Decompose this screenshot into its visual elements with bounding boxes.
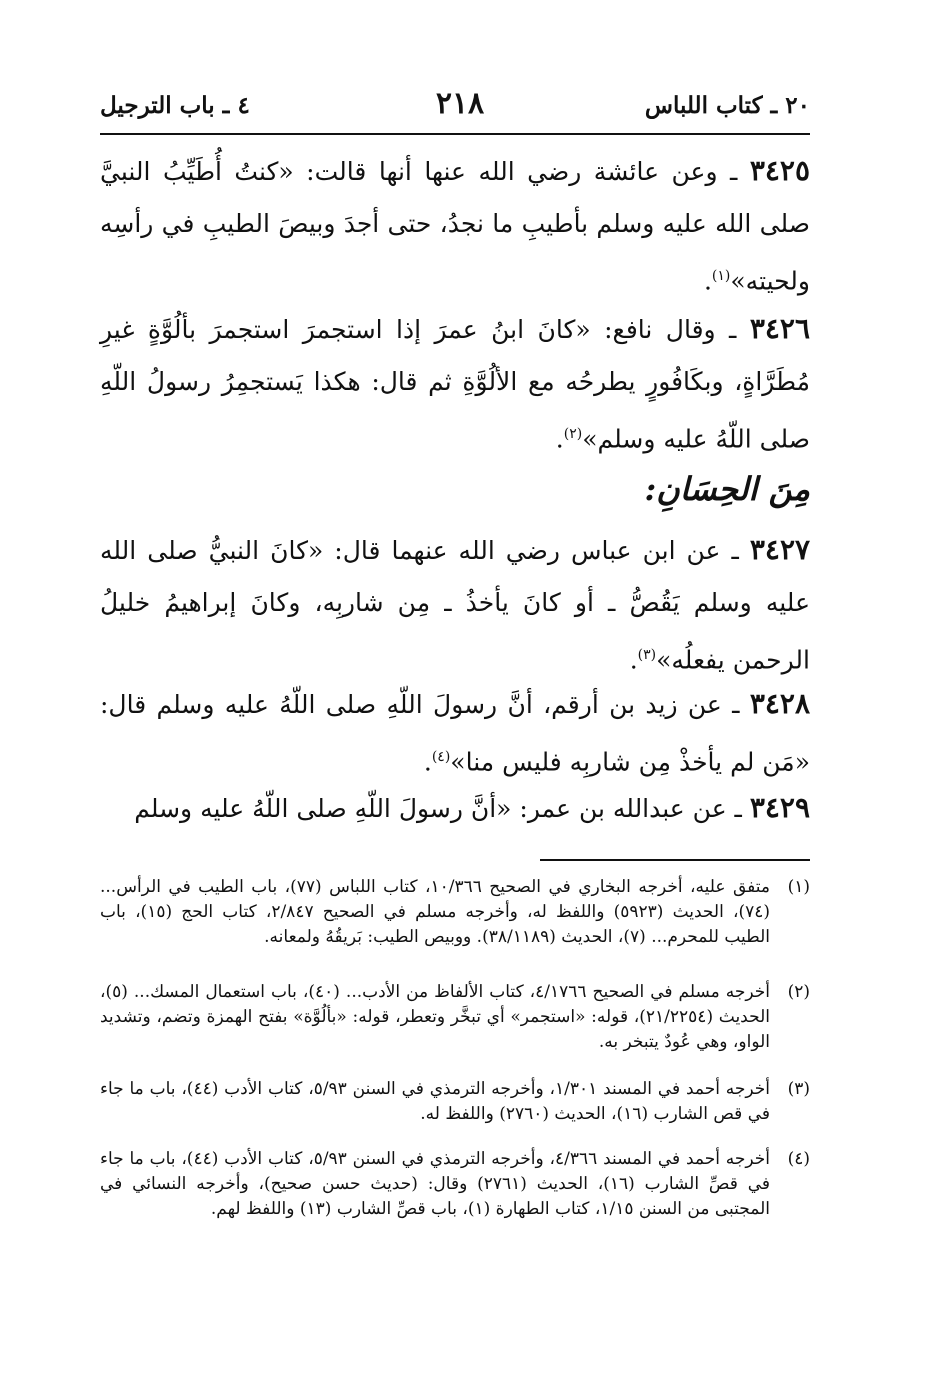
footnote-2 <box>100 980 810 1055</box>
header-rule <box>100 133 810 135</box>
page-number: ٢١٨ <box>435 86 485 121</box>
footnote-text: متفق عليه، أخرجه البخاري في الصحيح ١٠/٣٦٦، كتاب اللباس (٧٧)، باب الطيب في الرأس... (٧٤)، الحديث (٥٩٢٣) واللفظ له، وأخرجه مسلم في الصحيح ٢/٨٤٧، كتاب الحج (١٥)، باب الطيب للمحرم... (٧)، الحديث (٣٨/١١٨٩). ووبيص الطيب: بَريقُهُ ولمعانه. <box>100 877 770 947</box>
section-title: ٤ ـ باب الترجيل <box>100 92 250 119</box>
hadith-3427: ٣٤٢٧ ـ عن ابن عباس رضي الله عنهما قال: «كانَ النبيُّ صلى الله عليه وسلم يَقُصُّ ـ أو كانَ يأخذُ ـ مِن شاربِه، وكانَ إبراهيمُ خليلُ الرحمن يفعلُه»$^{(٣)}$. <box>100 533 811 675</box>
hadith-3428: ٣٤٢٨ ـ عن زيد بن أرقم، أنَّ رسولَ اللّهِ صلى اللّهُ عليه وسلم قال: «مَن لم يأخذْ مِن شاربِه فليس منا»$^{(٤)}$. <box>100 687 810 777</box>
hadith-text: ـ عن زيد بن أرقم، أنَّ رسولَ اللّهِ صلى اللّهُ عليه وسلم قال: «مَن لم يأخذْ مِن شاربِه فليس منا» <box>100 690 810 777</box>
chapter-title: ٢٠ ـ كتاب اللباس <box>644 92 810 119</box>
section-heading: مِنَ الحِسَانِ: <box>644 470 810 508</box>
footnote-1 <box>100 875 810 950</box>
hadith-text: ـ عن ابن عباس رضي الله عنهما قال: «كانَ النبيُّ صلى الله عليه وسلم يَقُصُّ ـ أو كانَ يأخذُ ـ مِن شاربِه، وكانَ إبراهيمُ خليلُ الرحمن يفعلُه» <box>100 536 810 675</box>
hadith-3425: ٣٤٢٥ ـ وعن عائشة رضي الله عنها أنها قالت: «كنتُ أُطَيِّبُ النبيَّ صلى الله عليه وسلم بأطيبِ ما نجدُ، حتى أجدَ وبيصَ الطيبِ في رأسِه ولحيته»$^{(١)}$. <box>100 154 810 296</box>
hadith-text: ـ وعن عائشة رضي الله عنها أنها قالت: «كنتُ أُطَيِّبُ النبيَّ صلى الله عليه وسلم بأطيبِ ما نجدُ، حتى أجدَ وبيصَ الطيبِ في رأسِه ولحيته» <box>100 157 810 296</box>
footnote-number: (٢) <box>787 982 810 1002</box>
hadith-number: ٣٤٢٥ <box>749 154 810 187</box>
hadith-number: ٣٤٢٨ <box>749 687 810 720</box>
footnote-number: (٤) <box>787 1149 810 1169</box>
footnote-ref: (٢) <box>563 426 583 442</box>
hadith-number: ٣٤٢٦ <box>749 312 810 345</box>
footnote-text: أخرجه أحمد في المسند ٤/٣٦٦، وأخرجه الترمذي في السنن ٥/٩٣، كتاب الأدب (٤٤)، باب ما جاء في قصِّ الشارب (١٦)، الحديث (٢٧٦١) وقال: (حديث حسن صحيح)، وأخرجه النسائي في المجتبى من السنن ١/١٥، كتاب الطهارة (١)، باب قصِّ الشارب (١٣) واللفظ لهم. <box>100 1149 770 1219</box>
footnote-4 <box>100 1147 810 1222</box>
footnote-rule <box>540 859 810 861</box>
footnote-ref: (١) <box>711 268 731 284</box>
book-page <box>100 0 810 1384</box>
page-header <box>100 86 810 132</box>
hadith-3426: ٣٤٢٦ ـ وقال نافع: «كانَ ابنُ عمرَ إذا استجمرَ استجمرَ بألُوَّةٍ غيرِ مُطَرَّاةٍ، وبكَافُورٍ يطرحُه مع الألُوَّةِ ثم قال: هكذا يَستجمِرُ رسولُ اللّهِ صلى اللّهُ عليه وسلم»$^{(٢)}$. <box>100 312 810 454</box>
footnote-text: أخرجه مسلم في الصحيح ٤/١٧٦٦، كتاب الألفاظ من الأدب... (٤٠)، باب استعمال المسك... (٥)، الحديث (٢١/٢٢٥٤)، قوله: «استجمر» أي تبخَّر وتعطر، قوله: «بألُوَّة» بفتح الهمزة وتضم، وتشديد الواو، وهي عُودٌ يتبخر به. <box>100 982 770 1052</box>
footnote-ref: (٤) <box>431 749 451 765</box>
footnote-text: أخرجه أحمد في المسند ١/٣٠١، وأخرجه الترمذي في السنن ٥/٩٣، كتاب الأدب (٤٤)، باب ما جاء في قص الشارب (١٦)، الحديث (٢٧٦٠) واللفظ له. <box>100 1079 770 1124</box>
footnote-3 <box>100 1077 810 1127</box>
footnote-number: (١) <box>787 877 810 897</box>
hadith-number: ٣٤٢٧ <box>749 533 811 566</box>
footnote-number: (٣) <box>787 1079 810 1099</box>
hadith-3429 <box>100 782 810 835</box>
hadith-text: ـ وقال نافع: «كانَ ابنُ عمرَ إذا استجمرَ استجمرَ بألُوَّةٍ غيرِ مُطَرَّاةٍ، وبكَافُورٍ يطرحُه مع الألُوَّةِ ثم قال: هكذا يَستجمِرُ رسولُ اللّهِ صلى اللّهُ عليه وسلم» <box>100 315 810 454</box>
footnote-ref: (٣) <box>637 647 657 663</box>
hadith-text: ـ عن عبدالله بن عمر: «أنَّ رسولَ اللّهِ صلى اللّهُ عليه وسلم <box>134 794 742 823</box>
hadith-number: ٣٤٢٩ <box>749 791 810 824</box>
